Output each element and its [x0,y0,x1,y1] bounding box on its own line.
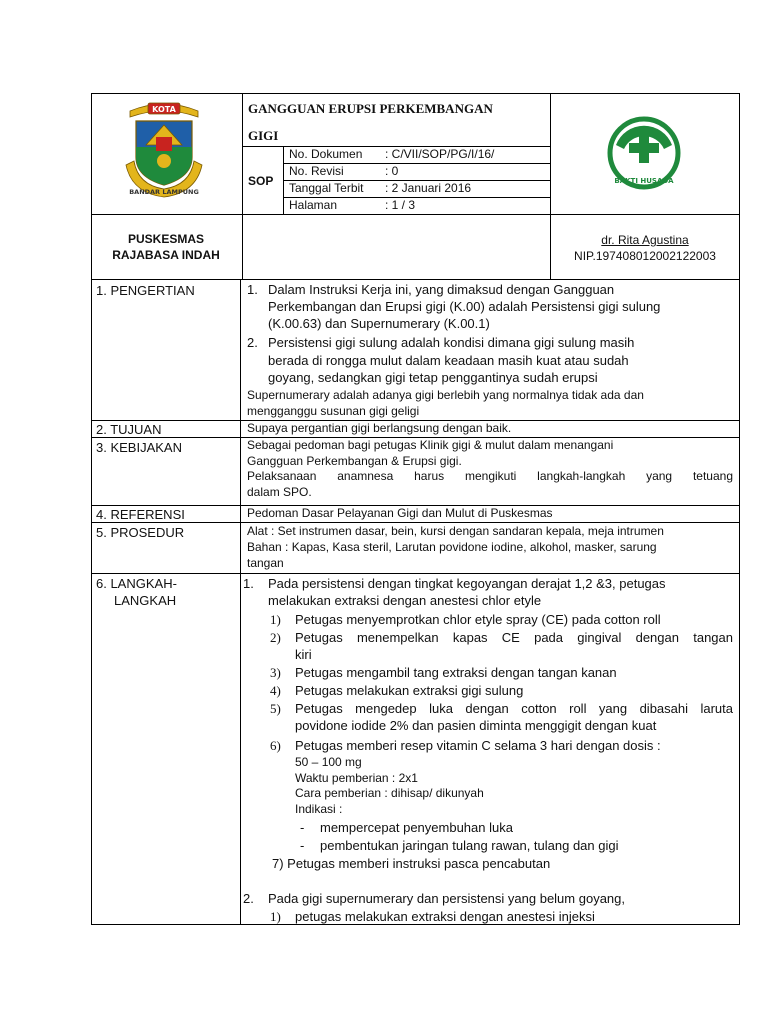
sop-label: SOP [248,174,274,188]
indication-text: mempercepat penyembuhan luka [320,820,513,835]
step-number: 1) [270,909,281,924]
institution-row-line [91,279,740,280]
doc-row-value: : 0 [385,164,399,178]
step-text [295,611,661,628]
pengertian-item-2-number: 2. [247,335,258,350]
label-prosedur: 5. PROSEDUR [96,525,185,540]
label-pengertian: 1. PENGERTIAN [96,283,195,298]
text-line: Perkembangan dan Erupsi gigi (K.00) adalah Persistensi gigi sulung [268,299,661,314]
doc-row [289,198,549,215]
table-border-right [739,93,740,925]
logo-bottom-text: BANDAR LAMPUNG [129,188,199,196]
step-number: 6) [270,738,281,753]
label-langkah-line-1: 6. LANGKAH- [96,576,177,591]
referensi-text: Pedoman Dasar Pelayanan Gigi dan Mulut di Puskesmas [247,506,553,520]
label-referensi: 4. REFERENSI [96,507,185,522]
langkah-item-1-number: 1. [243,576,254,591]
text-line: dalam SPO. [247,484,312,499]
text-line: Petugas memberi resep vitamin C selama 3 hari dengan dosis : [295,738,661,753]
document-title [248,95,546,149]
doc-row-label: Halaman [289,198,338,212]
signer-nip: NIP.197408012002122003 [574,248,716,263]
bakti-husada-emblem-icon [606,115,682,191]
text-line: Cara pemberian : dihisap/ dikunyah [295,786,484,801]
text-line: mengganggu susunan gigi geligi [247,403,420,418]
kebijakan-text [247,438,733,500]
text-line: (K.00.63) dan Supernumerary (K.00.1) [268,316,490,331]
langkah-item-2-text: Pada gigi supernumerary dan persistensi yang belum goyang, [268,891,625,906]
text-line: Petugas mengedep luka dengan cotton roll yang dibasahi laruta [295,701,733,716]
signer-block [551,233,739,264]
table-border-left [91,93,92,925]
row-line-langkah [91,573,740,574]
label-tujuan: 2. TUJUAN [96,422,162,437]
text-line: Sebagai pedoman bagi petugas Klinik gigi & mulut dalam menangani [247,438,614,452]
text-line: melakukan extraksi dengan anestesi chlor etyle [268,593,542,608]
indication-text: pembentukan jaringan tulang rawan, tulang dan gigi [320,838,619,853]
text-line: goyang, sedangkan gigi tetap penggantinya sudah erupsi [268,370,598,385]
indication-dash: - [300,820,305,835]
text-line: berada di rongga mulut dalam keadaan masih kuat atau sudah [268,352,629,368]
text-line: Indikasi : [295,802,343,817]
step-7-text: 7) Petugas memberi instruksi pasca pencabutan [272,856,551,871]
text-line: Gangguan Perkembangan & Erupsi gigi. [247,453,462,468]
text-line: Petugas menempelkan kapas CE pada gingival dengan tangan [295,630,733,645]
text-line: Alat : Set instrumen dasar, bein, kursi dengan sandaran kepala, meja intrumen [247,524,664,538]
text-line: Pada persistensi dengan tingkat kegoyangan derajat 1,2 &3, petugas [268,576,666,591]
kota-bandar-lampung-emblem-icon [122,99,206,199]
label-langkah [96,575,177,609]
text-line: tangan [247,556,284,570]
tujuan-text: Supaya pergantian gigi berlangsung dengan baik. [247,421,512,435]
step-text [295,664,617,681]
text-line: kiri [295,647,312,662]
text-line: Petugas melakukan extraksi gigi sulung [295,683,524,698]
institution-name [92,232,240,263]
body-column-line [240,279,241,925]
text-line: Persistensi gigi sulung adalah kondisi dimana gigi sulung masih [268,335,635,350]
text-line: 50 – 100 mg [295,755,362,769]
text-line: Petugas mengambil tang extraksi dengan tangan kanan [295,665,617,680]
pengertian-item-1-number: 1. [247,282,258,297]
document-title-line-2: GIGI [248,128,279,143]
step-text [295,700,733,734]
logo-top-text: KOTA [152,105,176,114]
step-text [295,682,523,699]
step-text [295,629,733,663]
logo-right-text: BAKTI HUSADA [614,177,674,185]
step-text: petugas melakukan extraksi dengan anestesi injeksi [295,909,595,924]
pengertian-item-1-text [268,281,660,332]
dose-block [295,755,484,818]
text-line: Petugas menyemprotkan chlor etyle spray (CE) pada cotton roll [295,612,661,627]
institution-line-2: RAJABASA INDAH [112,247,220,262]
text-line: Supernumerary adalah adanya gigi berlebih yang normalnya tidak ada dan [247,388,644,402]
doc-row [289,164,549,181]
doc-row-label: Tanggal Terbit [289,181,364,195]
text-line: povidone iodide 2% dan pasien diminta menggigit dengan kuat [295,718,657,733]
prosedur-text [247,523,664,571]
text-line: Pelaksanaan anamnesa harus mengikuti langkah-langkah yang tetuang [247,469,733,483]
step-number: 5) [270,701,281,716]
step-number: 3) [270,665,281,680]
doc-row-value: : 1 / 3 [385,198,416,212]
doc-row-value: : C/VII/SOP/PG/I/16/ [385,147,495,161]
text-line: Bahan : Kapas, Kasa steril, Larutan povidone iodine, alkohol, masker, sarung [247,540,657,554]
doc-row-value: : 2 Januari 2016 [385,181,472,195]
header-divider-left [242,93,243,279]
signer-name: dr. Rita Agustina [601,233,689,247]
doc-row [289,181,549,198]
pengertian-item-2-text [268,334,634,387]
langkah-item-2-number: 2. [243,891,254,906]
doc-row-label: No. Revisi [289,164,344,178]
step-number: 1) [270,612,281,627]
label-kebijakan: 3. KEBIJAKAN [96,440,182,455]
document-title-line-1: GANGGUAN ERUPSI PERKEMBANGAN [248,101,493,116]
text-line: Waktu pemberian : 2x1 [295,770,418,785]
langkah-item-1-text [268,575,666,609]
step-number: 4) [270,683,281,698]
pengertian-note [247,388,644,419]
step-text [295,737,661,754]
indication-dash: - [300,838,305,853]
doc-row [289,147,549,164]
label-langkah-line-2: LANGKAH [114,593,177,608]
step-number: 2) [270,630,281,645]
table-border-top [91,93,740,94]
institution-line-1: PUSKESMAS [127,232,204,246]
doc-row-label: No. Dokumen [289,147,363,161]
text-line: Dalam Instruksi Kerja ini, yang dimaksud dengan Gangguan [268,282,615,297]
